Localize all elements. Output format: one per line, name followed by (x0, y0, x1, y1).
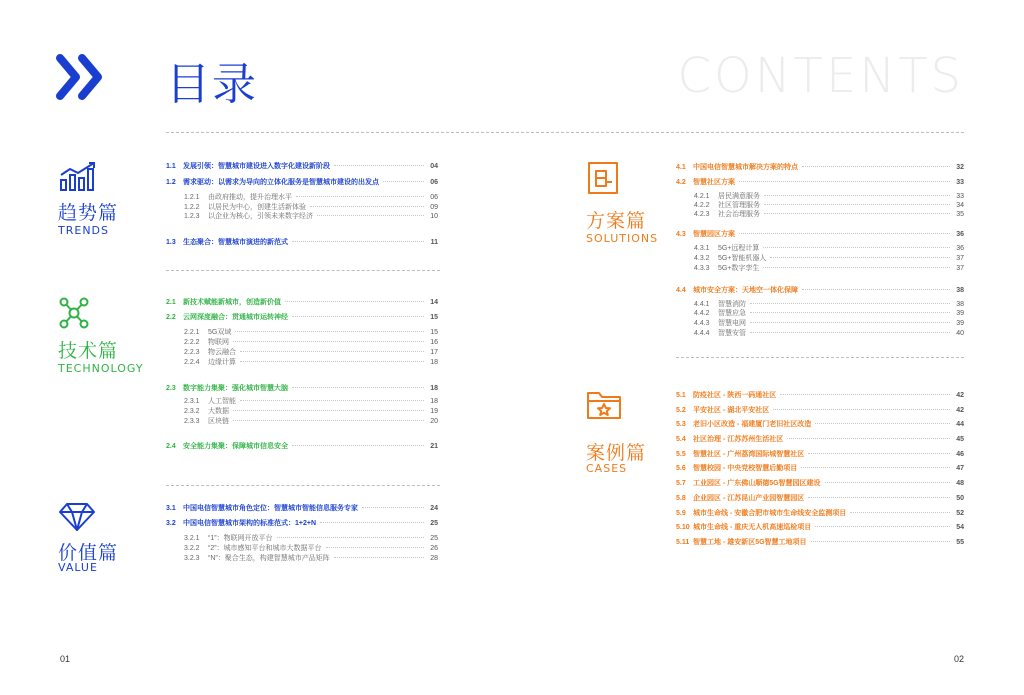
toc-text: 智慧社区 - 广州荔湾国际城智慧社区 (693, 451, 805, 458)
toc-num: 4.1 (676, 164, 686, 171)
toc-text: 安全能力集聚：保障城市信息安全 (183, 443, 288, 450)
toc-page: 40 (956, 330, 964, 337)
toc-num: 1.2.2 (184, 204, 200, 211)
toc-text: 防疫社区 - 陕西一码通社区 (693, 392, 777, 399)
toc-leader (292, 387, 424, 388)
toc-leader (787, 438, 950, 439)
toc-page: 18 (430, 398, 438, 405)
toc-leader (770, 257, 950, 258)
toc-leader (773, 409, 950, 410)
toc-num: 5.7 (676, 480, 686, 487)
toc-entry[interactable] (676, 285, 964, 295)
toc-entry[interactable] (694, 318, 964, 328)
toc-text: 需求驱动：以需求为导向的立体化服务是智慧城市建设的出发点 (183, 179, 379, 186)
section-title-cases: 案例篇 (586, 442, 647, 464)
toc-page: 48 (956, 480, 964, 487)
toc-text: “N”：聚合生态，构建智慧城市产品矩阵 (208, 555, 330, 562)
toc-leader (764, 204, 950, 205)
toc-page: 46 (956, 451, 964, 458)
toc-text: 区块链 (208, 418, 229, 425)
bar-chart-icon (58, 160, 100, 192)
toc-num: 5.6 (676, 465, 686, 472)
toc-text: 边缘计算 (208, 359, 236, 366)
toc-page: 38 (956, 287, 964, 294)
toc-entry[interactable] (166, 161, 438, 171)
toc-num: 4.4 (676, 287, 686, 294)
toc-leader (292, 445, 424, 446)
toc-leader (763, 267, 950, 268)
toc-num: 2.3.2 (184, 408, 200, 415)
toc-leader (739, 233, 950, 234)
toc-entry[interactable] (676, 478, 964, 488)
toc-leader (825, 482, 950, 483)
toc-text: 物云融合 (208, 349, 236, 356)
toc-leader (317, 215, 424, 216)
toc-leader (763, 247, 950, 248)
toc-entry[interactable] (184, 416, 438, 426)
toc-entry[interactable] (694, 328, 964, 338)
toc-leader (383, 181, 424, 182)
toc-page: 37 (956, 255, 964, 262)
toc-page: 26 (430, 545, 438, 552)
toc-entry[interactable] (676, 177, 964, 187)
toc-leader (362, 507, 424, 508)
toc-page: 37 (956, 265, 964, 272)
toc-text: 工业园区 - 广东佛山顺德5G智慧园区建设 (693, 480, 821, 487)
page-title: 目录 (166, 59, 258, 110)
toc-leader (310, 206, 424, 207)
toc-text: “1”：物联网开放平台 (208, 535, 273, 542)
toc-text: 中国电信智慧城市角色定位：智慧城市智能信息服务专家 (183, 505, 358, 512)
toc-text: 城市安全方案：天地空一体化保障 (693, 287, 798, 294)
toc-num: 2.2.2 (184, 339, 200, 346)
toc-entry[interactable] (676, 434, 964, 444)
toc-leader (739, 181, 950, 182)
toc-leader (850, 512, 950, 513)
toc-leader (285, 301, 424, 302)
toc-leader (764, 213, 950, 214)
toc-leader (764, 195, 950, 196)
toc-num: 3.1 (166, 505, 176, 512)
toc-num: 5.4 (676, 436, 686, 443)
toc-entry[interactable] (184, 396, 438, 406)
toc-page: 28 (430, 555, 438, 562)
toc-page: 04 (430, 163, 438, 170)
section-subtitle-technology: TECHNOLOGY (58, 362, 144, 375)
toc-num: 1.2 (166, 179, 176, 186)
toc-text: 社区治理 - 江苏苏州生活社区 (693, 436, 784, 443)
toc-entry[interactable] (184, 192, 438, 202)
toc-leader (334, 557, 424, 558)
toc-entry[interactable] (184, 337, 438, 347)
toc-entry[interactable] (694, 209, 964, 219)
toc-leader (292, 316, 424, 317)
toc-entry[interactable] (166, 237, 438, 247)
toc-page: 44 (956, 421, 964, 428)
toc-leader (233, 341, 424, 342)
toc-num: 4.2.1 (694, 193, 710, 200)
toc-leader (815, 423, 950, 424)
toc-text: 智慧校园 - 中央党校智慧后勤项目 (693, 465, 798, 472)
toc-entry[interactable] (184, 327, 438, 337)
toc-leader (240, 400, 424, 401)
toc-num: 5.1 (676, 392, 686, 399)
toc-entry[interactable] (166, 297, 438, 307)
toc-num: 2.2 (166, 314, 176, 321)
toc-entry[interactable] (676, 405, 964, 415)
toc-num: 2.2.1 (184, 329, 200, 336)
toc-num: 4.2 (676, 179, 686, 186)
toc-text: 城市生命线 - 重庆无人机高速巡检项目 (693, 524, 812, 531)
toc-entry[interactable] (166, 177, 438, 187)
diamond-icon (58, 502, 96, 532)
toc-text: 以企业为核心，引领未来数字经济 (208, 213, 313, 220)
toc-text: 人工智能 (208, 398, 236, 405)
toc-page: 10 (430, 213, 438, 220)
toc-num: 2.3.1 (184, 398, 200, 405)
toc-leader (296, 196, 424, 197)
toc-leader (326, 547, 424, 548)
toc-num: 3.2 (166, 520, 176, 527)
toc-entry[interactable] (676, 390, 964, 400)
double-chevron-icon (56, 54, 106, 100)
toc-num: 5.9 (676, 510, 686, 517)
document-icon (586, 160, 620, 196)
toc-text: 以居民为中心，创建生活新体验 (208, 204, 306, 211)
toc-page: 06 (430, 194, 438, 201)
folder-star-icon (586, 388, 622, 420)
toc-num: 4.4.2 (694, 310, 710, 317)
toc-page: 39 (956, 320, 964, 327)
toc-num: 5.8 (676, 495, 686, 502)
toc-page: 45 (956, 436, 964, 443)
toc-leader (233, 420, 424, 421)
toc-text: 智慧工地 - 雄安新区5G智慧工地项目 (693, 539, 807, 546)
toc-entry[interactable] (166, 441, 438, 451)
toc-entry[interactable] (184, 406, 438, 416)
toc-leader (808, 497, 950, 498)
toc-text: 智慧应急 (718, 310, 746, 317)
toc-text: 社会治理服务 (718, 211, 760, 218)
toc-entry[interactable] (694, 263, 964, 273)
toc-entry[interactable] (676, 162, 964, 172)
toc-text: 中国电信智慧城市解决方案的特点 (693, 164, 798, 171)
toc-leader (802, 166, 950, 167)
toc-leader (802, 289, 950, 290)
toc-page: 36 (956, 231, 964, 238)
toc-page: 06 (430, 179, 438, 186)
toc-num: 4.3.1 (694, 245, 710, 252)
toc-num: 1.1 (166, 163, 176, 170)
toc-text: 云网深度融合：贯通城市运转神经 (183, 314, 288, 321)
toc-page: 36 (956, 245, 964, 252)
toc-text: 5G+数字孪生 (718, 265, 760, 272)
toc-num: 2.2.3 (184, 349, 200, 356)
toc-page: 15 (430, 329, 438, 336)
toc-text: 物联网 (208, 339, 229, 346)
header-divider (166, 132, 964, 133)
toc-text: “2”：城市感知平台和城市大数据平台 (208, 545, 322, 552)
toc-num: 4.4.1 (694, 301, 710, 308)
toc-text: 智慧安管 (718, 330, 746, 337)
toc-num: 5.5 (676, 451, 686, 458)
toc-page: 18 (430, 359, 438, 366)
toc-page: 47 (956, 465, 964, 472)
toc-leader (233, 410, 424, 411)
toc-entry[interactable] (166, 312, 438, 322)
toc-leader (811, 541, 950, 542)
toc-entry[interactable] (166, 518, 438, 528)
toc-text: 智慧电网 (718, 320, 746, 327)
section-subtitle-solutions: SOLUTIONS (586, 232, 659, 245)
toc-num: 4.3.3 (694, 265, 710, 272)
toc-text: 大数据 (208, 408, 229, 415)
toc-num: 1.2.3 (184, 213, 200, 220)
toc-leader (808, 453, 950, 454)
toc-page: 24 (430, 505, 438, 512)
toc-page: 21 (430, 443, 438, 450)
toc-num: 2.3 (166, 385, 176, 392)
toc-num: 2.3.3 (184, 418, 200, 425)
toc-entry[interactable] (694, 243, 964, 253)
toc-num: 4.2.3 (694, 211, 710, 218)
toc-page: 38 (956, 301, 964, 308)
toc-leader (750, 332, 950, 333)
toc-entry[interactable] (694, 253, 964, 263)
toc-page: 09 (430, 204, 438, 211)
toc-entry[interactable] (676, 463, 964, 473)
toc-num: 2.2.4 (184, 359, 200, 366)
toc-text: 居民满意服务 (718, 193, 760, 200)
toc-page: 34 (956, 202, 964, 209)
section-title-solutions: 方案篇 (586, 210, 647, 232)
toc-page: 50 (956, 495, 964, 502)
toc-num: 5.10 (676, 524, 690, 531)
page-number-right: 02 (953, 654, 964, 664)
toc-entry[interactable] (676, 537, 964, 547)
toc-page: 42 (956, 392, 964, 399)
section-subtitle-cases: CASES (586, 462, 628, 475)
toc-entry[interactable] (676, 229, 964, 239)
toc-text: 中国电信智慧城市架构的标准范式：1+2+N (183, 520, 317, 527)
toc-page: 15 (430, 314, 438, 321)
toc-leader (750, 303, 950, 304)
toc-entry[interactable] (676, 493, 964, 503)
toc-entry[interactable] (676, 419, 964, 429)
toc-page: 25 (430, 535, 438, 542)
toc-num: 4.2.2 (694, 202, 710, 209)
toc-page: 42 (956, 407, 964, 414)
toc-entry[interactable] (184, 347, 438, 357)
toc-entry[interactable] (676, 508, 964, 518)
toc-page: 14 (430, 299, 438, 306)
toc-entry[interactable] (694, 308, 964, 318)
toc-page: 20 (430, 418, 438, 425)
toc-page: 32 (956, 164, 964, 171)
toc-num: 3.2.3 (184, 555, 200, 562)
toc-leader (815, 526, 950, 527)
toc-text: 5G+智能机器人 (718, 255, 767, 262)
toc-entry[interactable] (676, 522, 964, 532)
toc-leader (292, 241, 424, 242)
toc-num: 5.11 (676, 539, 690, 546)
toc-entry[interactable] (184, 543, 438, 553)
section-subtitle-value: VALUE (58, 561, 98, 574)
toc-entry[interactable] (184, 533, 438, 543)
toc-num: 1.3 (166, 239, 176, 246)
toc-text: 数字能力集聚：强化城市智慧大脑 (183, 385, 288, 392)
toc-text: 发展引领：智慧城市建设进入数字化建设新阶段 (183, 163, 330, 170)
toc-page: 33 (956, 179, 964, 186)
toc-leader (320, 522, 424, 523)
network-icon (58, 296, 90, 330)
toc-text: 5G双域 (208, 329, 232, 336)
page-number-left: 01 (60, 654, 71, 664)
toc-leader (801, 467, 950, 468)
toc-page: 17 (430, 349, 438, 356)
toc-entry[interactable] (166, 383, 438, 393)
toc-text: 智慧社区方案 (693, 179, 735, 186)
section-subtitle-trends: TRENDS (58, 224, 109, 237)
section-divider (166, 485, 440, 486)
toc-num: 4.4.4 (694, 330, 710, 337)
section-divider (676, 357, 964, 358)
toc-entry[interactable] (184, 211, 438, 221)
toc-page: 35 (956, 211, 964, 218)
toc-num: 5.2 (676, 407, 686, 414)
toc-text: 5G+远程计算 (718, 245, 760, 252)
toc-leader (334, 165, 424, 166)
toc-text: 新技术赋能新城市，创造新价值 (183, 299, 281, 306)
toc-num: 1.2.1 (184, 194, 200, 201)
toc-entry[interactable] (184, 553, 438, 563)
toc-num: 2.4 (166, 443, 176, 450)
toc-leader (277, 537, 424, 538)
section-divider (166, 270, 440, 271)
toc-entry[interactable] (184, 357, 438, 367)
toc-text: 平安社区 - 湖北平安社区 (693, 407, 770, 414)
toc-leader (240, 351, 424, 352)
toc-page: 39 (956, 310, 964, 317)
toc-leader (750, 322, 950, 323)
toc-page: 55 (956, 539, 964, 546)
toc-leader (235, 331, 424, 332)
toc-leader (750, 312, 950, 313)
toc-num: 4.3 (676, 231, 686, 238)
toc-page: 19 (430, 408, 438, 415)
toc-text: 城市生命线 - 安徽合肥市城市生命线安全监测项目 (693, 510, 847, 517)
toc-leader (240, 361, 424, 362)
toc-num: 3.2.1 (184, 535, 200, 542)
toc-text: 由政府推动，提升治理水平 (208, 194, 292, 201)
toc-text: 企业园区 - 江苏昆山产业园智慧园区 (693, 495, 805, 502)
toc-page: 16 (430, 339, 438, 346)
toc-num: 4.4.3 (694, 320, 710, 327)
toc-text: 生态聚合：智慧城市演进的新范式 (183, 239, 288, 246)
toc-text: 智慧园区方案 (693, 231, 735, 238)
toc-entry[interactable] (166, 503, 438, 513)
section-title-technology: 技术篇 (58, 340, 119, 362)
toc-page: 33 (956, 193, 964, 200)
toc-page: 54 (956, 524, 964, 531)
section-title-value: 价值篇 (58, 542, 119, 564)
toc-page: 18 (430, 385, 438, 392)
toc-page: 25 (430, 520, 438, 527)
toc-leader (780, 394, 950, 395)
toc-num: 4.3.2 (694, 255, 710, 262)
toc-num: 5.3 (676, 421, 686, 428)
toc-num: 2.1 (166, 299, 176, 306)
toc-page: 52 (956, 510, 964, 517)
contents-watermark: CONTENTS (677, 48, 964, 104)
toc-text: 老旧小区改造 - 福建厦门老旧社区改造 (693, 421, 812, 428)
toc-text: 社区管理服务 (718, 202, 760, 209)
toc-page: 11 (430, 239, 438, 246)
section-title-trends: 趋势篇 (58, 202, 119, 224)
toc-entry[interactable] (676, 449, 964, 459)
toc-text: 智慧消防 (718, 301, 746, 308)
toc-num: 3.2.2 (184, 545, 200, 552)
